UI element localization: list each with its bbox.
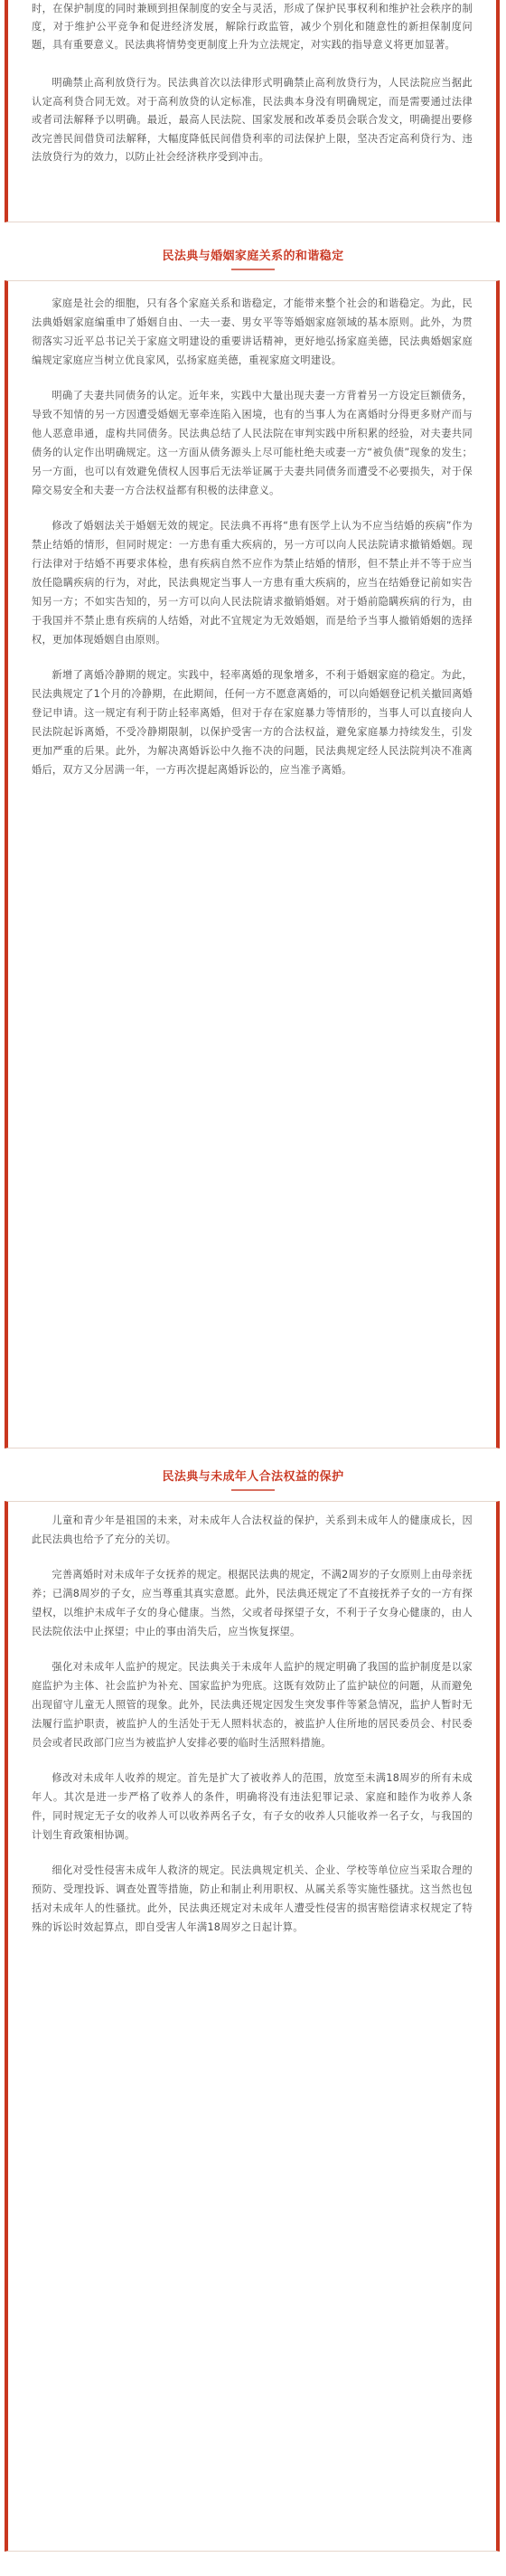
section-title-marriage: 民法典与婚姻家庭关系的和谐稳定 bbox=[0, 246, 506, 270]
section-card-minors bbox=[5, 1501, 500, 2552]
paragraph: 时，在保护制度的同时兼顾到担保制度的安全与灵活，形成了保护民事权利和维护社会秩序的制度，对于维护公平竞争和促进经济发展，解除行政监管，减少个别化和随意性的新担保制度问题，具有重要意义。民法典将情势变更制度上升为立法规定，对实践的指导意义将更加显著。 bbox=[32, 3, 473, 51]
section-body bbox=[8, 287, 496, 792]
paragraph: 细化对受性侵害未成年人救济的规定。民法典规定机关、企业、学校等单位应当采取合理的预防、受理投诉、调查处置等措施，防止和制止利用职权、从属关系等实施性骚扰。这当然也包括对未成年人的性骚扰。此外，民法典还规定对未成年人遭受性侵害的损害赔偿请求权规定了特殊的诉讼时效起算点，即自受害人年满18周岁之日起计算。 bbox=[32, 1864, 473, 1933]
paragraph: 明确了夫妻共同债务的认定。近年来，实践中大量出现夫妻一方背着另一方设定巨额债务，导致不知情的另一方因遭受婚姻无辜牵连陷入困境，也有的当事人为在离婚时分得更多财产而与他人恶意串通，虚构共同债务。民法典总结了人民法院在审判实践中所积累的经验，对夫妻共同债务的认定作出明确规定。这一方面从债务源头上尽可能杜绝夫或妻一方“被负债”现象的发生；另一方面，也可以有效避免债权人因事后无法举证属于夫妻共同债务而遭受不必要损失，对于保障交易安全和夫妻一方合法权益都有积极的法律意义。 bbox=[32, 390, 473, 496]
paragraph: 儿童和青少年是祖国的未来，对未成年人合法权益的保护，关系到未成年人的健康成长，因此民法典也给予了充分的关切。 bbox=[32, 1514, 473, 1545]
section-card-marriage bbox=[5, 280, 500, 1448]
section-body bbox=[8, 1502, 496, 1949]
section-body bbox=[8, 0, 496, 180]
paragraph: 完善离婚时对未成年子女抚养的规定。根据民法典的规定，不满2周岁的子女原则上由母亲抚养；已满8周岁的子女，应当尊重其真实意愿。此外，民法典还规定了不直接抚养子女的一方有探望权，以维护未成年子女的身心健康。当然，父或者母探望子女，不利于子女身心健康的，由人民法院依法中止探望；中止的事由消失后，应当恢复探望。 bbox=[32, 1569, 473, 1637]
paragraph: 家庭是社会的细胞，只有各个家庭关系和谐稳定，才能带来整个社会的和谐稳定。为此，民法典婚姻家庭编重申了婚姻自由、一夫一妻、男女平等等婚姻家庭领域的基本原则。此外，为贯彻落实习近平总书记关于家庭文明建设的重要讲话精神，更好地弘扬家庭美德，民法典婚姻家庭编规定家庭应当树立优良家风，弘扬家庭美德，重视家庭文明建设。 bbox=[32, 297, 473, 366]
section-title-minors: 民法典与未成年人合法权益的保护 bbox=[0, 1467, 506, 1491]
paragraph: 修改对未成年人收养的规定。首先是扩大了被收养人的范围，放宽至未满18周岁的所有未成年人。其次是进一步严格了收养人的条件，明确将没有违法犯罪记录、家庭和睦作为收养人条件，同时规定无子女的收养人可以收养两名子女，有子女的收养人只能收养一名子女，与我国的计划生育政策相协调。 bbox=[32, 1772, 473, 1841]
paragraph: 修改了婚姻法关于婚姻无效的规定。民法典不再将“患有医学上认为不应当结婚的疾病”作为禁止结婚的情形，但同时规定：一方患有重大疾病的，另一方可以向人民法院请求撤销婚姻。现行法律对于结婚不再要求体检，患有疾病自然不应作为禁止结婚的情形，但不禁止并不等于应当放任隐瞒疾病的行为，对此，民法典规定当事人一方患有重大疾病的，应当在结婚登记前如实告知另一方；不如实告知的，另一方可以向人民法院请求撤销婚姻。对于婚前隐瞒疾病的行为，由于我国并不禁止患有疾病的人结婚，对此不宜规定为无效婚姻，而是给予当事人撤销婚姻的选择权，更加体现婚姻自由原则。 bbox=[32, 520, 473, 646]
section-card-intro bbox=[5, 0, 500, 222]
paragraph: 新增了离婚冷静期的规定。实践中，轻率离婚的现象增多，不利于婚姻家庭的稳定。为此，民法典规定了1个月的冷静期，在此期间，任何一方不愿意离婚的，可以向婚姻登记机关撤回离婚登记申请。这一规定有利于防止轻率离婚，但对于存在家庭暴力等情形的，当事人可以直接向人民法院起诉离婚，不受冷静期限制，以保护受害一方的合法权益，避免家庭暴力持续发生，引发更加严重的后果。此外，为解决离婚诉讼中久拖不决的问题，民法典规定经人民法院判决不准离婚后，双方又分居满一年，一方再次提起离婚诉讼的，应当准予离婚。 bbox=[32, 669, 473, 776]
paragraph: 强化对未成年人监护的规定。民法典关于未成年人监护的规定明确了我国的监护制度是以家庭监护为主体、社会监护为补充、国家监护为兜底。这既有效防止了监护缺位的问题，从而避免出现留守儿童无人照管的现象。此外，民法典还规定因发生突发事件等紧急情况，监护人暂时无法履行监护职责，被监护人的生活处于无人照料状态的，被监护人住所地的居民委员会、村民委员会或者民政部门应当为被监护人安排必要的临时生活照料措施。 bbox=[32, 1661, 473, 1749]
paragraph: 明确禁止高利放贷行为。民法典首次以法律形式明确禁止高利放贷行为，人民法院应当据此认定高利贷合同无效。对于高利放贷的认定标准，民法典本身没有明确规定，而是需要通过法律或者司法解释予以明确。最近，最高人民法院、国家发展和改革委员会联合发文，明确提出要修改完善民间借贷司法解释，大幅度降低民间借贷利率的司法保护上限，坚决否定高利贷行为、违法放贷行为的效力，以防止社会经济秩序受到冲击。 bbox=[32, 77, 473, 163]
